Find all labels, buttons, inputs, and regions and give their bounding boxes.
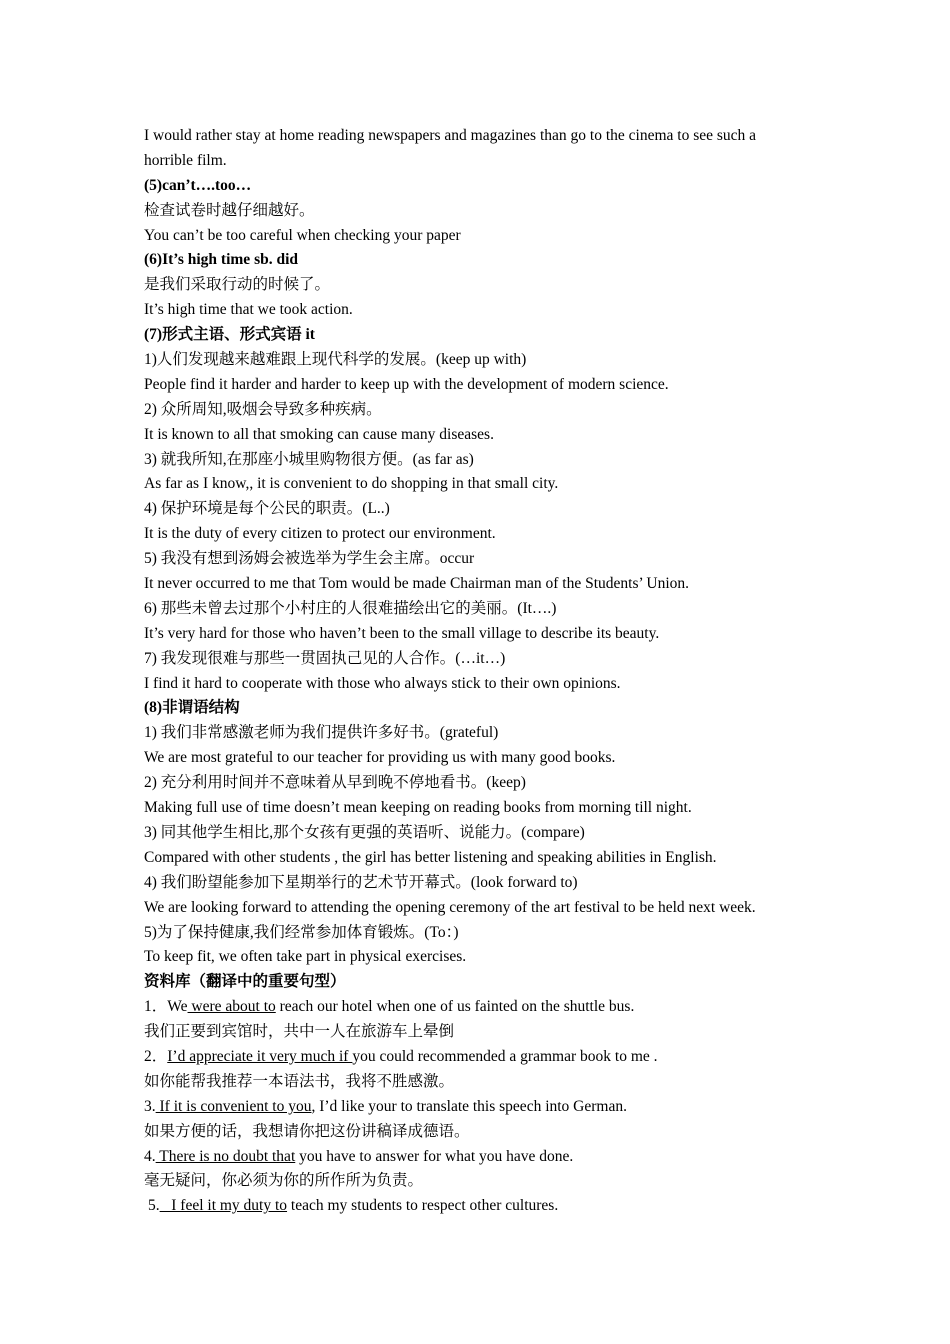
- library-sentence: 4. There is no doubt that you have to answer for what you have done.: [144, 1147, 574, 1165]
- text-line: 1)人们发现越来越难跟上现代科学的发展。(keep up with): [144, 351, 527, 369]
- text-line: 4) 我们盼望能参加下星期举行的艺术节开幕式。(look forward to): [144, 873, 578, 891]
- library-sentence: 2．I’d appreciate it very much if you could recommended a grammar book to me .: [144, 1047, 658, 1065]
- text-line: People find it harder and harder to keep up with the development of modern science.: [144, 375, 669, 393]
- key-phrase: There is no doubt that: [155, 1147, 296, 1165]
- key-phrase: I feel it my duty to: [159, 1197, 288, 1215]
- text-line: We are looking forward to attending the opening ceremony of the art festival to be held next week.: [144, 898, 756, 916]
- text-line: 7) 我发现很难与那些一贯固执己见的人合作。(…it…): [144, 649, 506, 667]
- library-sentence: 5. I feel it my duty to teach my students to respect other cultures.: [148, 1197, 559, 1215]
- text-line: It never occurred to me that Tom would be made Chairman man of the Students’ Union.: [144, 575, 690, 593]
- key-phrase: I’d appreciate it very much if: [167, 1047, 353, 1065]
- text-line: As far as I know,, it is convenient to do shopping in that small city.: [144, 475, 559, 493]
- text-line: I would rather stay at home reading newspapers and magazines than go to the cinema to see such a: [144, 127, 757, 144]
- text-line: Making full use of time doesn’t mean keeping on reading books from morning till night.: [144, 799, 692, 817]
- text-line: 3) 同其他学生相比,那个女孩有更强的英语听、说能力。(compare): [144, 823, 585, 841]
- text-line: 2) 充分利用时间并不意味着从早到晚不停地看书。(keep): [144, 774, 526, 792]
- text-line: I find it hard to cooperate with those who always stick to their own opinions.: [144, 674, 621, 692]
- library-sentence: 1．We were about to reach our hotel when one of us fainted on the shuttle bus.: [144, 998, 635, 1016]
- text-line: 是我们采取行动的时候了。: [144, 276, 331, 294]
- text-line: 4) 保护环境是每个公民的职责。(L..): [144, 500, 390, 518]
- document-page: [144, 124, 824, 1219]
- text-line: It’s very hard for those who haven’t been to the small village to describe its beauty.: [144, 624, 660, 642]
- text-line: 1) 我们非常感激老师为我们提供许多好书。(grateful): [144, 724, 499, 742]
- text-line: Compared with other students , the girl has better listening and speaking abilities in English.: [144, 848, 717, 866]
- text-line: horrible film.: [144, 151, 227, 169]
- section-heading: 资料库（翻译中的重要句型）: [144, 973, 346, 991]
- library-translation: 我们正要到宾馆时，共中一人在旅游车上晕倒: [144, 1023, 455, 1041]
- section-heading: (5)can’t….too…: [144, 176, 252, 194]
- text-line: It is known to all that smoking can cause many diseases.: [144, 425, 494, 443]
- library-sentence: 3. If it is convenient to you, I’d like your to translate this speech into German.: [144, 1097, 627, 1115]
- text-line: 5)为了保持健康,我们经常参加体育锻炼。(To：): [144, 923, 459, 941]
- text-line: It is the duty of every citizen to protect our environment.: [144, 525, 496, 543]
- key-phrase: were about to: [187, 998, 276, 1016]
- text-line: 3) 就我所知,在那座小城里购物很方便。(as far as): [144, 450, 474, 468]
- key-phrase: If it is convenient to you: [155, 1097, 312, 1115]
- text-line: 检查试卷时越仔细越好。: [144, 201, 315, 219]
- text-line: We are most grateful to our teacher for providing us with many good books.: [144, 749, 616, 767]
- text-line: You can’t be too careful when checking your paper: [144, 226, 461, 244]
- section-heading: (7)形式主语、形式宾语 it: [144, 326, 315, 344]
- library-translation: 如你能帮我推荐一本语法书，我将不胜感激。: [144, 1072, 455, 1090]
- text-line: To keep fit, we often take part in physical exercises.: [144, 948, 467, 966]
- library-translation: 毫无疑问，你必须为你的所作所为负责。: [144, 1172, 424, 1190]
- library-translation: 如果方便的话，我想请你把这份讲稿译成德语。: [144, 1122, 470, 1140]
- text-line: 2) 众所周知,吸烟会导致多种疾病。: [144, 400, 382, 418]
- text-line: 5) 我没有想到汤姆会被选举为学生会主席。occur: [144, 550, 475, 568]
- section-heading: (8)非谓语结构: [144, 699, 240, 717]
- text-line: 6) 那些未曾去过那个小村庄的人很难描绘出它的美丽。(It….): [144, 599, 557, 617]
- section-heading: (6)It’s high time sb. did: [144, 251, 299, 269]
- text-line: It’s high time that we took action.: [144, 301, 353, 319]
